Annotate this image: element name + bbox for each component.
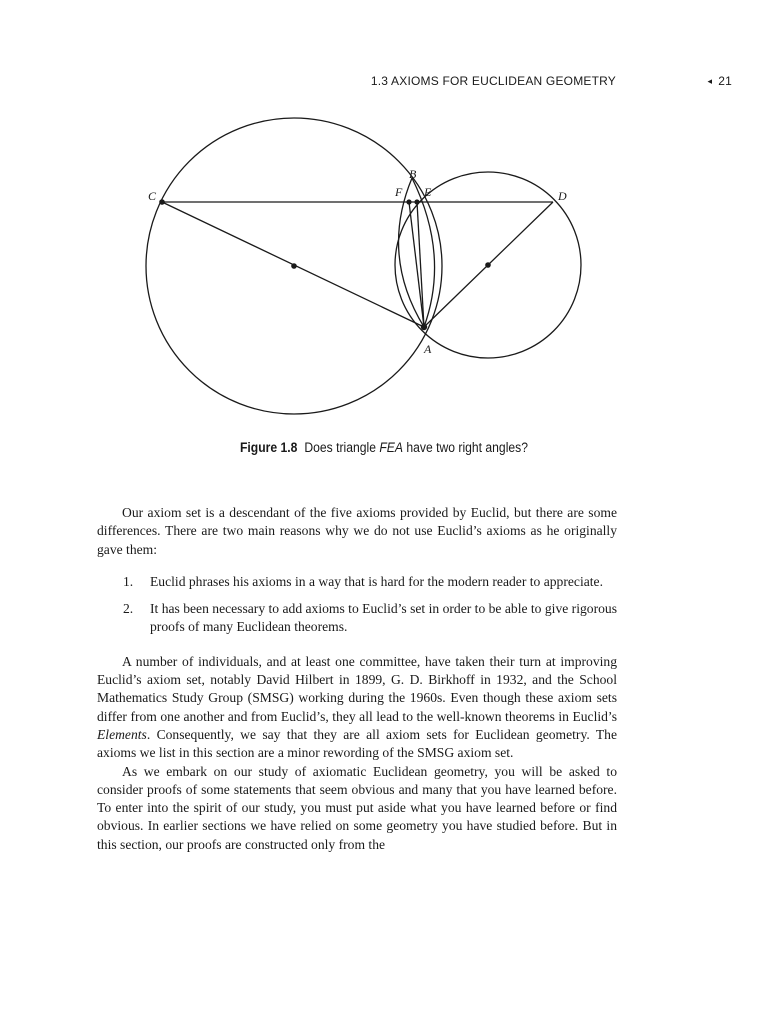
list-item <box>123 600 617 637</box>
caption-text-before: Does triangle <box>304 440 376 455</box>
segment-FA <box>409 202 424 327</box>
body-text <box>97 504 617 854</box>
page-number: 21 <box>718 74 732 88</box>
center-small <box>485 262 491 268</box>
label-B: B <box>409 167 417 181</box>
reasons-list <box>97 573 617 637</box>
center-large <box>291 263 297 269</box>
page-number-group <box>708 74 732 88</box>
label-A: A <box>424 342 432 356</box>
elements-title: Elements <box>97 726 147 742</box>
running-head <box>0 74 768 92</box>
figure-caption <box>38 440 729 455</box>
point-A <box>421 324 427 330</box>
caption-text-after: have two right angles? <box>406 440 528 455</box>
list-text: Euclid phrases his axioms in a way that is hard for the modern reader to appreciate. <box>150 573 603 589</box>
point-E <box>414 199 419 204</box>
label-F: F <box>395 185 403 199</box>
paragraph-2-start: A number of individuals, and at least one committee, have taken their turn at improving Euclid’s axiom set, notably David Hilbert in 1899, G. D. Birkhoff in 1932, and the School Mathematics Study Group (SMSG) working during the 1960s. Even though these axiom sets differ from one another and from Euclid’s, they all lead to the well-known theorems in Euclid’s <box>97 653 617 724</box>
paragraph-2-end: . Consequently, we say that they are all axiom sets for Euclidean geometry. The axioms we list in this section are a minor rewording of the SMSG axiom set. <box>97 726 617 761</box>
list-number: 2. <box>123 601 134 617</box>
paragraph-3: As we embark on our study of axiomatic Euclidean geometry, you will be asked to consider proofs of some statements that seem obvious and many that you have learned before. To enter into the spirit of our study, you must put aside what you have learned before or find obvious. In earlier sections we have relied on some geometry you have studied before. But in this section, our proofs are constructed only from the <box>97 763 617 852</box>
geometry-figure <box>0 100 768 440</box>
label-E: E <box>424 185 432 199</box>
point-C <box>159 199 165 205</box>
list-item <box>123 573 617 591</box>
segment-EA <box>417 202 424 327</box>
figure-label: Figure 1.8 <box>240 440 298 455</box>
section-title: 1.3 AXIOMS FOR EUCLIDEAN GEOMETRY <box>370 74 616 88</box>
caption-italic: FEA <box>379 440 404 455</box>
point-F <box>406 199 411 204</box>
label-D: D <box>558 189 567 203</box>
page-marker-icon: ◂ <box>707 76 713 86</box>
paragraph-2 <box>97 653 617 763</box>
paragraph-1: Our axiom set is a descendant of the five axioms provided by Euclid, but there are some differences. There are two main reasons why we do not use Euclid’s axioms as he originally gave them: <box>97 505 617 557</box>
list-text: It has been necessary to add axioms to Euclid’s set in order to be able to give rigorous proofs of many Euclidean theorems. <box>150 601 617 635</box>
label-C: C <box>148 189 157 203</box>
list-number: 1. <box>123 573 134 589</box>
